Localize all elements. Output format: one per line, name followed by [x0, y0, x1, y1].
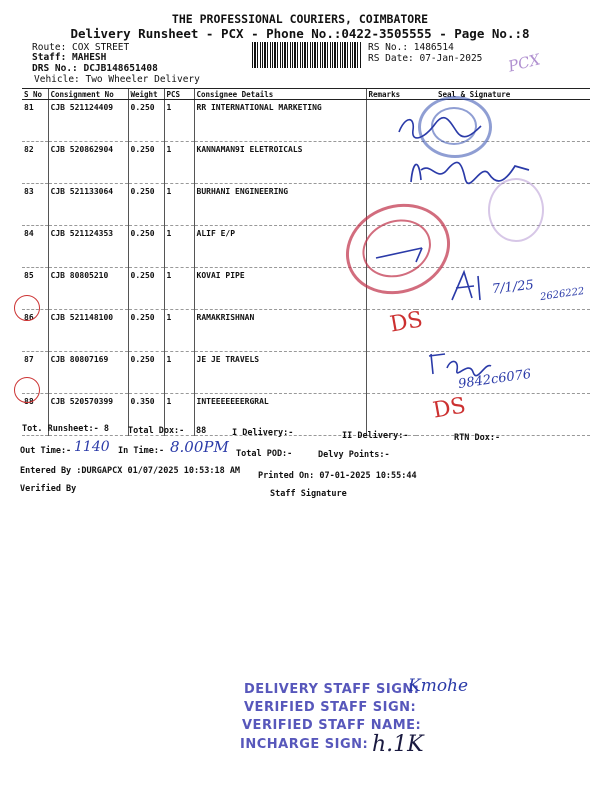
cell-signature: [416, 310, 590, 352]
cell-weight: 0.250: [128, 226, 164, 268]
table-row: [22, 310, 590, 352]
out-time-value: 1140: [74, 439, 110, 455]
cell-consignee: KANNAMAN9I ELETROICALS: [194, 142, 366, 184]
handwritten-date: 7/1/25: [491, 277, 535, 298]
company-name: THE PROFESSIONAL COURIERS, COIMBATORE: [171, 12, 429, 26]
delivery-staff-sign-label: DELIVERY STAFF SIGN:: [244, 682, 420, 697]
table-row: [22, 100, 590, 142]
staff: Staff: MAHESH: [32, 52, 107, 63]
barcode: [252, 42, 362, 68]
handwritten-phone: 9842c6076: [457, 366, 533, 393]
verified-by: Verified By: [20, 484, 77, 494]
signature-row84: [372, 240, 432, 270]
cell-consignment: CJB 520570399: [48, 394, 128, 436]
cell-consignment: CJB 521148100: [48, 310, 128, 352]
ii-delivery: II Delivery:-: [342, 431, 409, 441]
table-header-row: [22, 89, 590, 100]
incharge-sign-label: INCHARGE SIGN:: [240, 737, 369, 752]
cell-consignee: ALIF E/P: [194, 226, 366, 268]
handwritten-ds-mark: DS: [388, 307, 425, 338]
cell-sno: 84: [22, 226, 48, 268]
cell-consignee: JE JE TRAVELS: [194, 352, 366, 394]
cell-remarks: [366, 352, 416, 394]
delivery-staff-signature: Kmohe: [408, 676, 469, 696]
total-pod: Total POD:-: [236, 449, 293, 459]
cell-pcs: 1: [164, 100, 194, 142]
entered-by: Entered By :DURGAPCX 01/07/2025 10:53:18 AM: [20, 466, 241, 476]
cell-pcs: 1: [164, 394, 194, 436]
in-time-value: 8.00PM: [170, 438, 229, 456]
cell-pcs: 1: [164, 352, 194, 394]
drs-number: DRS No.: DCJB148651408: [32, 63, 158, 74]
cell-sno: 85: [22, 268, 48, 310]
cell-consignment: CJB 80805210: [48, 268, 128, 310]
cell-consignment: CJB 521133064: [48, 184, 128, 226]
cell-sno: 86: [22, 310, 48, 352]
cell-pcs: 1: [164, 310, 194, 352]
cell-consignee: BURHANI ENGINEERING: [194, 184, 366, 226]
total-dox-label: Total Dox:-: [128, 426, 185, 436]
verified-staff-name-label: VERIFIED STAFF NAME:: [242, 718, 422, 733]
rtn-dox: RTN Dox:-: [454, 433, 501, 443]
in-time-label: In Time:-: [118, 446, 165, 456]
signature-row85: [448, 268, 488, 304]
cell-weight: 0.250: [128, 100, 164, 142]
red-circle-mark: [14, 295, 40, 321]
runsheet-subtitle: Delivery Runsheet - PCX - Phone No.:0422-3505555 - Page No.:8: [70, 26, 530, 41]
out-time-label: Out Time:-: [20, 446, 72, 456]
signature-row81: [395, 112, 485, 142]
cell-pcs: 1: [164, 184, 194, 226]
verified-staff-sign-label: VERIFIED STAFF SIGN:: [244, 700, 417, 715]
cell-remarks: [366, 394, 416, 436]
col-seal-signature: Seal & Signature: [416, 89, 590, 100]
cell-weight: 0.250: [128, 310, 164, 352]
col-sno: S No: [22, 89, 48, 100]
total-dox-value: 88: [196, 426, 207, 436]
signature-row82: [405, 152, 535, 192]
cell-consignee: KOVAI PIPE: [194, 268, 366, 310]
col-consignee: Consignee Details: [194, 89, 366, 100]
delivery-points: Delvy Points:-: [318, 450, 390, 460]
cell-weight: 0.250: [128, 142, 164, 184]
cell-weight: 0.250: [128, 352, 164, 394]
cell-sno: 82: [22, 142, 48, 184]
red-circle-mark: [14, 377, 40, 403]
cell-consignee: RAMAKRISHNAN: [194, 310, 366, 352]
cell-pcs: 1: [164, 142, 194, 184]
rs-number: RS No.: 1486514: [368, 42, 454, 53]
rs-date: RS Date: 07-Jan-2025: [368, 53, 483, 64]
cell-consignment: CJB 80807169: [48, 352, 128, 394]
cell-consignment: CJB 520862904: [48, 142, 128, 184]
total-runsheet: Tot. Runsheet:- 8: [22, 424, 109, 434]
col-weight: Weight: [128, 89, 164, 100]
cell-weight: 0.250: [128, 184, 164, 226]
cell-pcs: 1: [164, 268, 194, 310]
handwritten-phone: 2626222: [539, 285, 586, 304]
route: Route: COX STREET: [32, 42, 130, 53]
cell-consignee: INTEEEEEEERGRAL: [194, 394, 366, 436]
i-delivery: I Delivery:-: [232, 428, 294, 438]
cell-weight: 0.250: [128, 268, 164, 310]
cell-consignment: CJB 521124409: [48, 100, 128, 142]
handwritten-corner-mark: PCX: [506, 50, 542, 76]
col-pcs: PCS: [164, 89, 194, 100]
cell-sno: 83: [22, 184, 48, 226]
cell-sno: 81: [22, 100, 48, 142]
cell-sno: 88: [22, 394, 48, 436]
incharge-signature: h.1K: [372, 732, 424, 757]
handwritten-ds-mark: DS: [431, 393, 468, 424]
vehicle: Vehicle: Two Wheeler Delivery: [34, 74, 200, 85]
printed-on: Printed On: 07-01-2025 10:55:44: [258, 471, 417, 481]
col-remarks: Remarks: [366, 89, 416, 100]
col-consignment: Consignment No: [48, 89, 128, 100]
cell-consignee: RR INTERNATIONAL MARKETING: [194, 100, 366, 142]
cell-consignment: CJB 521124353: [48, 226, 128, 268]
cell-sno: 87: [22, 352, 48, 394]
staff-signature-label: Staff Signature: [270, 489, 347, 499]
cell-weight: 0.350: [128, 394, 164, 436]
cell-pcs: 1: [164, 226, 194, 268]
